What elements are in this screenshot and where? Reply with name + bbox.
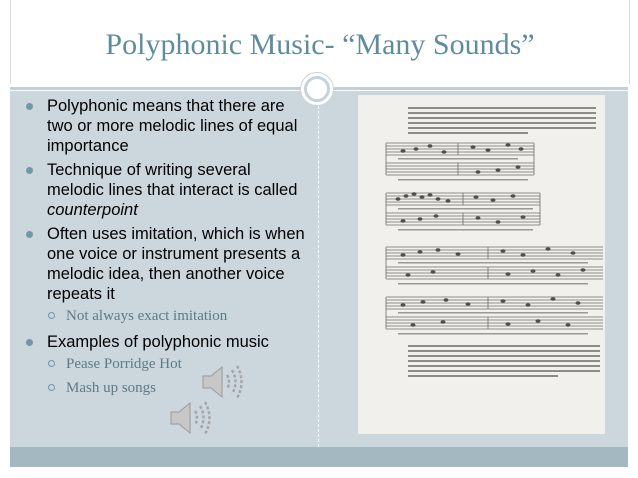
sub-bullet-icon [48,384,55,391]
bullet-icon [26,231,33,238]
sub-bullet-text: Pease Porridge Hot [66,356,182,372]
bullet-icon [26,339,33,346]
bullet-icon [26,167,33,174]
speaker-icon[interactable] [168,398,214,438]
sub-bullet-icon [48,360,55,367]
bullet-item [22,96,312,156]
sub-bullet-item [22,306,312,326]
sub-bullet-text: Mash up songs [66,380,157,396]
bullet-item [22,160,312,220]
bullet-list [22,96,312,402]
sub-bullet-text: Not always exact imitation [66,308,228,324]
sub-bullet-item [22,354,312,374]
bullet-text: Often uses imitation, which is when one voice or instrument presents a melodic idea, then another voice repeats it [47,225,305,303]
speaker-icon[interactable] [200,362,246,402]
sheet-music-image [358,95,605,434]
column-separator [318,91,319,447]
footer-strip [0,467,638,478]
sub-bullet-item [22,378,312,398]
bullet-text: Examples of polyphonic music [47,333,269,351]
bullet-item [22,332,312,352]
bottom-bar [10,447,628,467]
slide-title: Polyphonic Music- “Many Sounds” [105,28,535,61]
bullet-text: Technique of writing several melodic lines that interact is called [47,161,298,199]
sub-bullet-icon [48,312,55,319]
bullet-icon [26,103,33,110]
bullet-text: Polyphonic means that there are two or more melodic lines of equal importance [47,97,298,155]
bullet-text-italic: counterpoint [47,201,138,219]
bullet-item [22,224,312,304]
